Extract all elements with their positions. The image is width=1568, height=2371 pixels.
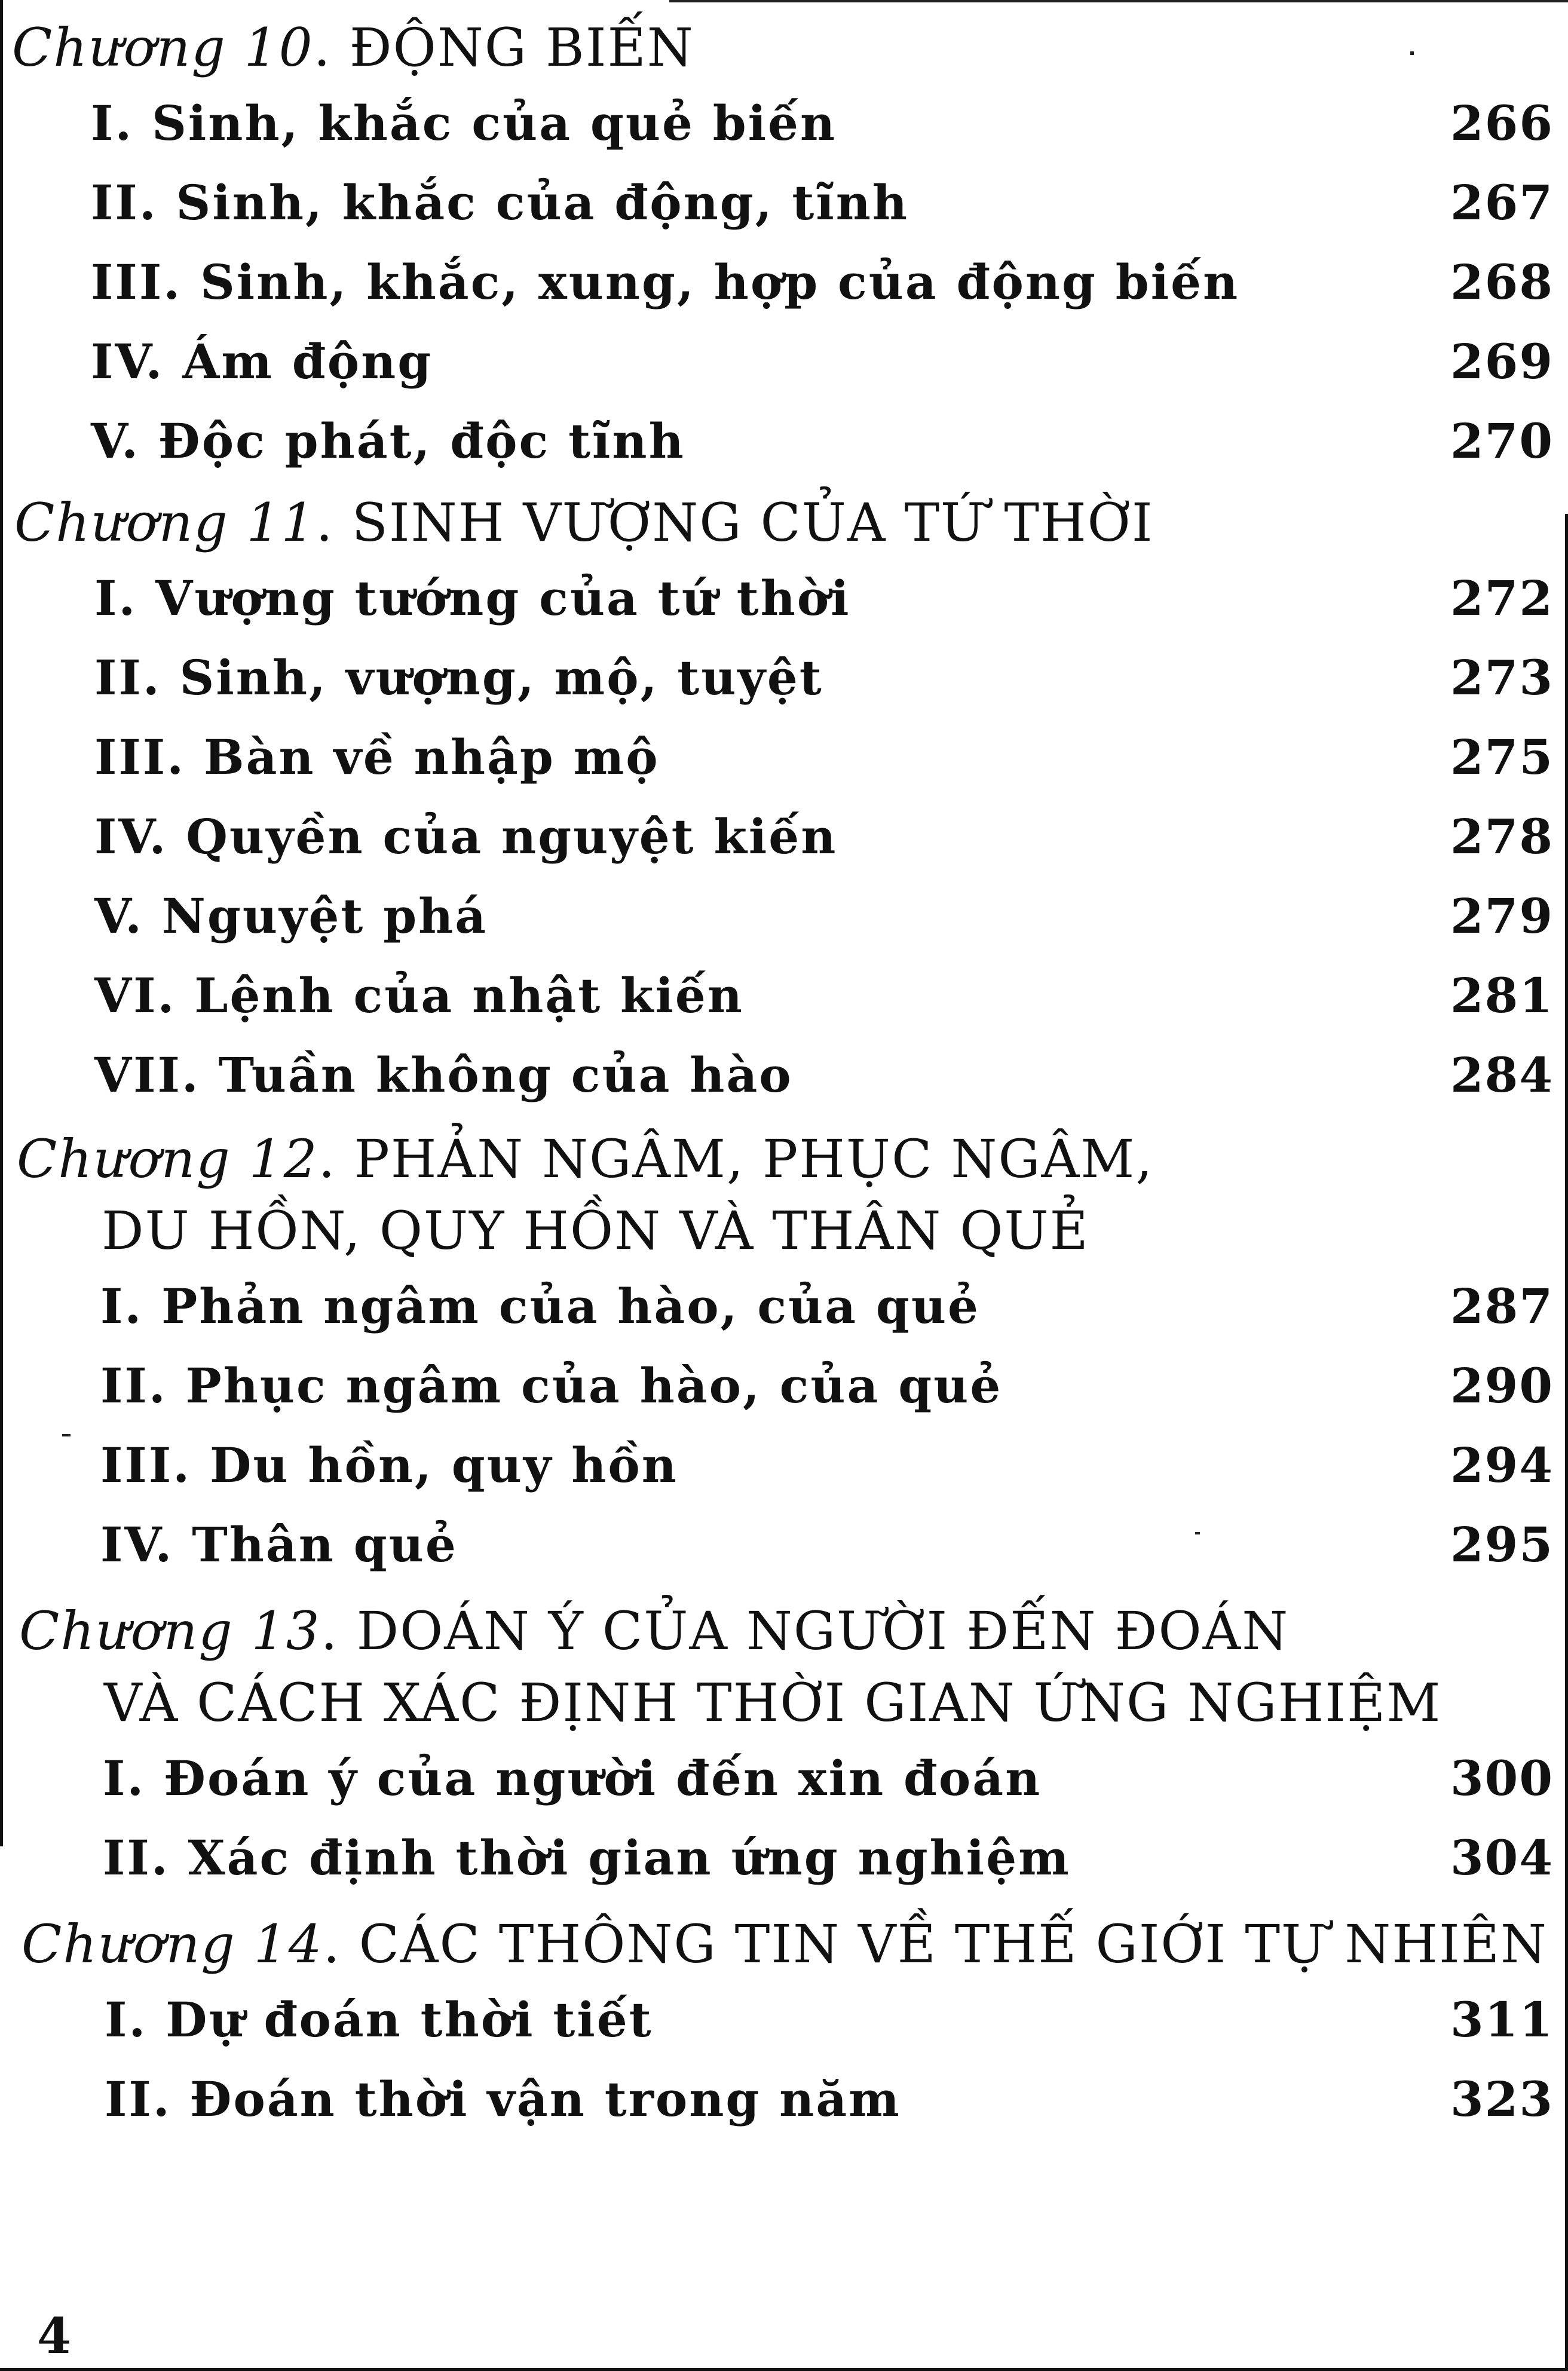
toc-entry-title: III. Bàn về nhập mộ <box>94 729 660 785</box>
toc-entry-page-number: 270 <box>1450 413 1554 469</box>
chapter-title: CÁC THÔNG TIN VỀ THẾ GIỚI TỰ NHIÊN <box>359 1913 1548 1975</box>
chapter-section <box>12 12 1554 481</box>
chapter-title: PHẢN NGÂM, PHỤC NGÂM, <box>354 1128 1154 1190</box>
toc-entry-title: II. Sinh, khắc của động, tĩnh <box>91 174 909 231</box>
toc-entry <box>12 638 1554 718</box>
toc-entry-title: V. Nguyệt phá <box>94 888 488 944</box>
chapter-label: Chương 11 <box>14 492 316 553</box>
toc-entry <box>12 322 1554 402</box>
toc-entry-page-number: 304 <box>1450 1830 1554 1886</box>
chapter-title: DOÁN Ý CỦA NGƯỜI ĐẾN ĐOÁN <box>356 1600 1290 1662</box>
toc-entry-page-number: 287 <box>1450 1278 1554 1334</box>
toc-entry-page-number: 266 <box>1450 95 1554 151</box>
chapter-heading: Chương 11. SINH VƯỢNG CỦA TỨ THỜI <box>14 492 1154 553</box>
toc-entry-title: I. Dự đoán thời tiết <box>105 1992 653 2048</box>
chapter-title-continued: DU HỒN, QUY HỒN VÀ THÂN QUẺ <box>102 1200 1089 1261</box>
toc-entry <box>12 1267 1554 1346</box>
toc-entry-title: III. Du hồn, quy hồn <box>100 1437 678 1493</box>
toc-entry-title: II. Xác định thời gian ứng nghiệm <box>103 1830 1071 1886</box>
toc-entry-title: II. Phục ngâm của hào, của quẻ <box>100 1358 1003 1414</box>
toc-entry <box>12 84 1554 163</box>
chapter-section <box>12 1595 1554 1898</box>
toc-entry-title: IV. Thân quẻ <box>100 1517 458 1573</box>
chapter-title: ĐỘNG BIẾN <box>349 17 694 78</box>
toc-entry <box>12 1036 1554 1115</box>
scan-edge-left <box>0 0 3 1846</box>
scan-edge-top <box>669 0 1568 2</box>
chapter-title-continued: VÀ CÁCH XÁC ĐỊNH THỜI GIAN ỨNG NGHIỆM <box>104 1672 1442 1733</box>
toc-entry <box>12 718 1554 797</box>
toc-entry-page-number: 269 <box>1450 333 1554 390</box>
chapter-section <box>12 487 1554 1115</box>
toc-entry-title: II. Đoán thời vận trong năm <box>105 2071 901 2127</box>
toc-entry <box>12 956 1554 1036</box>
scan-edge-bottom <box>0 2368 1568 2371</box>
toc-entry <box>12 797 1554 877</box>
toc-entry <box>12 1426 1554 1505</box>
toc-entry <box>12 1346 1554 1426</box>
chapter-label: Chương 13 <box>19 1600 321 1662</box>
chapter-label: Chương 10 <box>12 17 314 78</box>
toc-entry <box>12 243 1554 322</box>
toc-entry-title: II. Sinh, vượng, mộ, tuyệt <box>94 650 823 706</box>
toc-entry-title: III. Sinh, khắc, xung, hợp của động biến <box>91 254 1240 310</box>
toc-entry <box>12 1980 1554 2060</box>
toc-entry-title: IV. Ám động <box>91 333 433 390</box>
toc-entry-page-number: 281 <box>1450 967 1554 1024</box>
chapter-heading: Chương 14. CÁC THÔNG TIN VỀ THẾ GIỚI TỰ NHIÊN <box>22 1913 1548 1975</box>
toc-entry-page-number: 268 <box>1450 254 1554 310</box>
toc-entry-page-number: 273 <box>1450 650 1554 706</box>
toc-entry <box>12 1505 1554 1585</box>
toc-entry-page-number: 311 <box>1450 1992 1554 2048</box>
chapter-section <box>12 1909 1554 2139</box>
toc-entry <box>12 163 1554 243</box>
toc-entry-page-number: 300 <box>1450 1750 1554 1806</box>
toc-entry <box>12 559 1554 638</box>
toc-entry-page-number: 267 <box>1450 174 1554 231</box>
toc-entry <box>12 1818 1554 1898</box>
toc-entry <box>12 1739 1554 1818</box>
toc-entry-page-number: 275 <box>1450 729 1554 785</box>
toc-entry-page-number: 294 <box>1450 1437 1554 1493</box>
toc-entry <box>12 402 1554 481</box>
scan-edge-right <box>1565 514 1568 2371</box>
toc-entry-title: VI. Lệnh của nhật kiến <box>94 967 744 1024</box>
chapter-title: SINH VƯỢNG CỦA TỨ THỜI <box>351 492 1154 553</box>
toc-entry-title: I. Vượng tướng của tứ thời <box>94 570 851 626</box>
toc-entry-page-number: 295 <box>1450 1517 1554 1573</box>
toc-entry-title: IV. Quyền của nguyệt kiến <box>94 808 838 865</box>
toc-entry <box>12 877 1554 956</box>
chapter-heading: Chương 10. ĐỘNG BIẾN <box>12 17 694 78</box>
toc-entry-page-number: 272 <box>1450 570 1554 626</box>
page-number: 4 <box>37 2308 72 2365</box>
chapter-section <box>12 1123 1554 1585</box>
toc-entry-page-number: 284 <box>1450 1047 1554 1103</box>
chapter-label: Chương 12 <box>17 1128 318 1190</box>
toc-entry-title: V. Độc phát, độc tĩnh <box>91 413 685 469</box>
chapter-heading: Chương 12. PHẢN NGÂM, PHỤC NGÂM, DU HỒN, QUY HỒN VÀ THÂN QUẺ <box>12 1123 1554 1267</box>
chapter-heading: Chương 13. DOÁN Ý CỦA NGƯỜI ĐẾN ĐOÁN VÀ CÁCH XÁC ĐỊNH THỜI GIAN ỨNG NGHIỆM <box>12 1595 1554 1739</box>
toc-entry-page-number: 290 <box>1450 1358 1554 1414</box>
toc-entry-title: I. Phản ngâm của hào, của quẻ <box>100 1278 980 1334</box>
toc-entry-title: I. Sinh, khắc của quẻ biến <box>91 95 837 151</box>
chapter-label: Chương 14 <box>22 1913 323 1975</box>
table-of-contents <box>12 12 1554 2139</box>
toc-entry-page-number: 323 <box>1450 2071 1554 2127</box>
toc-entry-title: VII. Tuần không của hào <box>94 1047 793 1103</box>
toc-entry-page-number: 278 <box>1450 808 1554 865</box>
toc-entry <box>12 2060 1554 2139</box>
toc-entry-title: I. Đoán ý của người đến xin đoán <box>103 1750 1042 1806</box>
toc-entry-page-number: 279 <box>1450 888 1554 944</box>
